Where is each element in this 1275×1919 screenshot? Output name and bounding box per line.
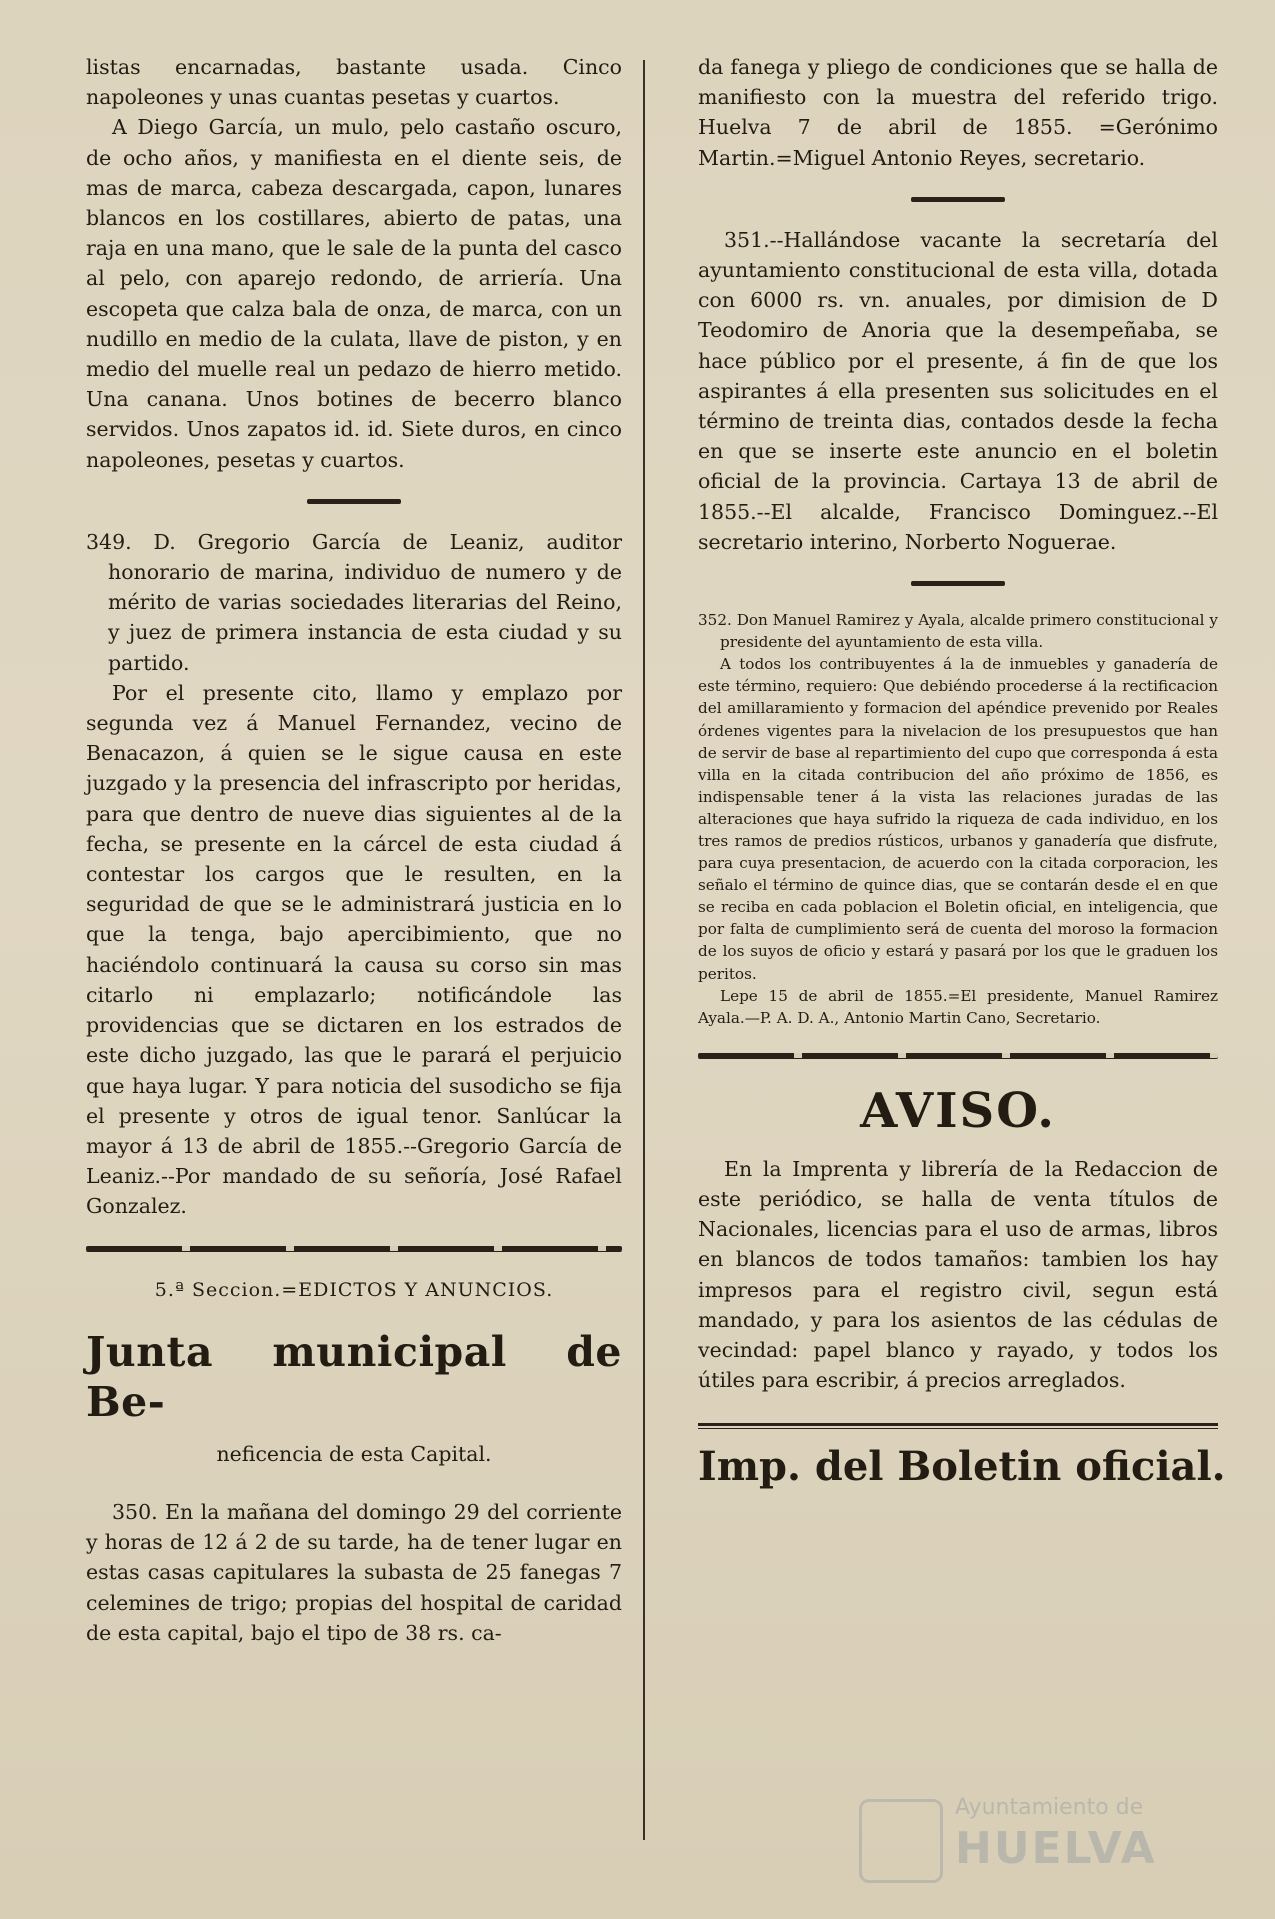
watermark-line2: HUELVA xyxy=(955,1823,1157,1874)
notice-352-heading xyxy=(698,609,1218,653)
notice-352-title: Don Manuel Ramirez y Ayala, alcalde primero constitucional y presidente del ayuntamiento de esta villa. xyxy=(720,611,1218,652)
notice-352 xyxy=(698,609,1218,1029)
ornament-rule xyxy=(307,499,401,503)
notice-351-number: 351. xyxy=(724,227,770,252)
notice-350-continued: da fanega y pliego de condiciones que se halla de manifiesto con la muestra del referido trigo. Huelva 7 de abril de 1855. =Gerónimo Martin.=Miguel Antonio Reyes, secretario. xyxy=(698,55,1218,170)
aviso-title: AVISO. xyxy=(860,1082,1056,1139)
section-rule xyxy=(698,1053,1218,1058)
listing-diego-garcia: A Diego García, un mulo, pelo castaño oscuro, de ocho años, y manifiesta en el diente seis, de mas de marca, cabeza descargada, capon, lunares blancos en los costillares, abierto de patas, una raja en una mano, que le sale de la punta del casco al pelo, con aparejo redondo, de arriería. Una escopeta que calza bala de onza, de marca, con un nudillo en medio de la culata, llave de piston, y en medio del muelle real un pedazo de hierro metido. Una canana. Unos botines de becerro blanco servidos. Unos zapatos id. id. Siete duros, en cinco napoleones, pesetas y cuartos. xyxy=(86,115,622,472)
aviso-body: En la Imprenta y librería de la Redaccion de este periódico, se halla de venta títulos de Nacionales, licencias para el uso de armas, libros en blancos de todos tamaños: tambien los hay impresos para el registro civil, segun está mandado, y para los asientos de las cédulas de vecindad: papel blanco y rayado, y todos los útiles para escribir, á precios arreglados. xyxy=(698,1156,1218,1393)
watermark-line1: Ayuntamiento de xyxy=(955,1795,1144,1820)
section-rule xyxy=(86,1246,622,1251)
left-column xyxy=(86,52,622,1919)
notice-352-signature: Lepe 15 de abril de 1855.=El presidente, Manuel Ramirez Ayala.—P. A. D. A., Antonio Martin Cano, Secretario. xyxy=(698,986,1218,1027)
column-divider xyxy=(643,60,645,1840)
junta-title: Junta municipal de Be- xyxy=(86,1327,622,1426)
notice-351-body: --Hallándose vacante la secretaría del ayuntamiento constitucional de esta villa, dotada con 6000 rs. vn. anuales, por dimision de D Teodomiro de Anoria que la desempeñaba, se hace público por el presente, á fin de que los aspirantes á ella presenten sus solicitudes en el término de treinta dias, contados desde la fecha en que se inserte este anuncio en el boletin oficial de la provincia. Cartaya 13 de abril de 1855.--El alcalde, Francisco Dominguez.--El secretario interino, Norberto Noguerae. xyxy=(698,227,1218,554)
notice-352-number: 352. xyxy=(698,611,732,630)
ornament-rule xyxy=(911,581,1005,585)
city-seal-icon xyxy=(859,1799,943,1883)
imprint: Imp. del Boletin oficial. xyxy=(698,1443,1226,1491)
section-heading: 5.ª Seccion.=EDICTOS Y ANUNCIOS. xyxy=(154,1278,554,1301)
notice-351 xyxy=(698,225,1218,557)
notice-350 xyxy=(86,1497,622,1648)
continued-listing: listas encarnadas, bastante usada. Cinco napoleones y unas cuantas pesetas y cuartos. xyxy=(86,55,622,110)
notice-350-body: En la mañana del domingo 29 del corriente y horas de 12 á 2 de su tarde, ha de tener lugar en estas casas capitulares la subasta de 25 fanegas 7 celemines de trigo; propias del hospital de caridad de esta capital, bajo el tipo de 38 rs. ca- xyxy=(86,1499,622,1645)
junta-subtitle: neficencia de esta Capital. xyxy=(216,1441,492,1466)
notice-350-number: 350. xyxy=(112,1499,158,1524)
ornament-rule xyxy=(911,197,1005,201)
notice-349-number: 349. xyxy=(86,529,132,554)
right-column xyxy=(698,52,1226,1919)
notice-352-body: A todos los contribuyentes á la de inmuebles y ganadería de este término, requiero: Que debiéndo procederse á la rectificacion del amillaramiento y formacion del apéndice prevenido por Reales órdenes vigentes para la nivelacion de los presupuestos que han de servir de base al repartimiento del cupo que corresponda á esta villa en la citada contribucion del año próximo de 1856, es indispensable tener á la vista las relaciones juradas de las alteraciones que haya sufrido la riqueza de cada individuo, en los tres ramos de predios rústicos, urbanos y ganadería que disfrute, para cuya presentacion, de acuerdo con la citada corporacion, les señalo el término de quince dias, que se contarán desde el en que se reciba en cada poblacion el Boletin oficial, en inteligencia, que por falta de cumplimiento será de cuenta del moroso la formacion de los suyos de oficio y estará y pasará por los que le graduen los peritos. xyxy=(698,655,1218,983)
notice-349-body: Por el presente cito, llamo y emplazo por segunda vez á Manuel Fernandez, vecino de Benacazon, á quien se le sigue causa en este juzgado y la presencia del infrascripto por heridas, para que dentro de nueve dias siguientes al de la fecha, se presente en la cárcel de esta ciudad á contestar los cargos que le resulten, en la seguridad de que se le administrará justicia en lo que la tenga, bajo apercibimiento, que no haciéndolo continuará la causa su corso sin mas citarlo ni emplazarlo; notificándole las providencias que se dictaren en los estrados de este dicho juzgado, las que le parará el perjuicio que haya lugar. Y para noticia del susodicho se fija el presente y otros de igual tenor. Sanlúcar la mayor á 13 de abril de 1855.--Gregorio García de Leaniz.--Por mandado de su señoría, José Rafael Gonzalez. xyxy=(86,680,622,1219)
notice-349-title: D. Gregorio García de Leaniz, auditor honorario de marina, individuo de numero y de mérito de varias sociedades literarias del Reino, y juez de primera instancia de esta ciudad y su partido. xyxy=(108,529,622,675)
watermark xyxy=(859,1793,1189,1879)
imprint-rule xyxy=(698,1423,1218,1429)
notice-349-heading xyxy=(86,527,622,678)
